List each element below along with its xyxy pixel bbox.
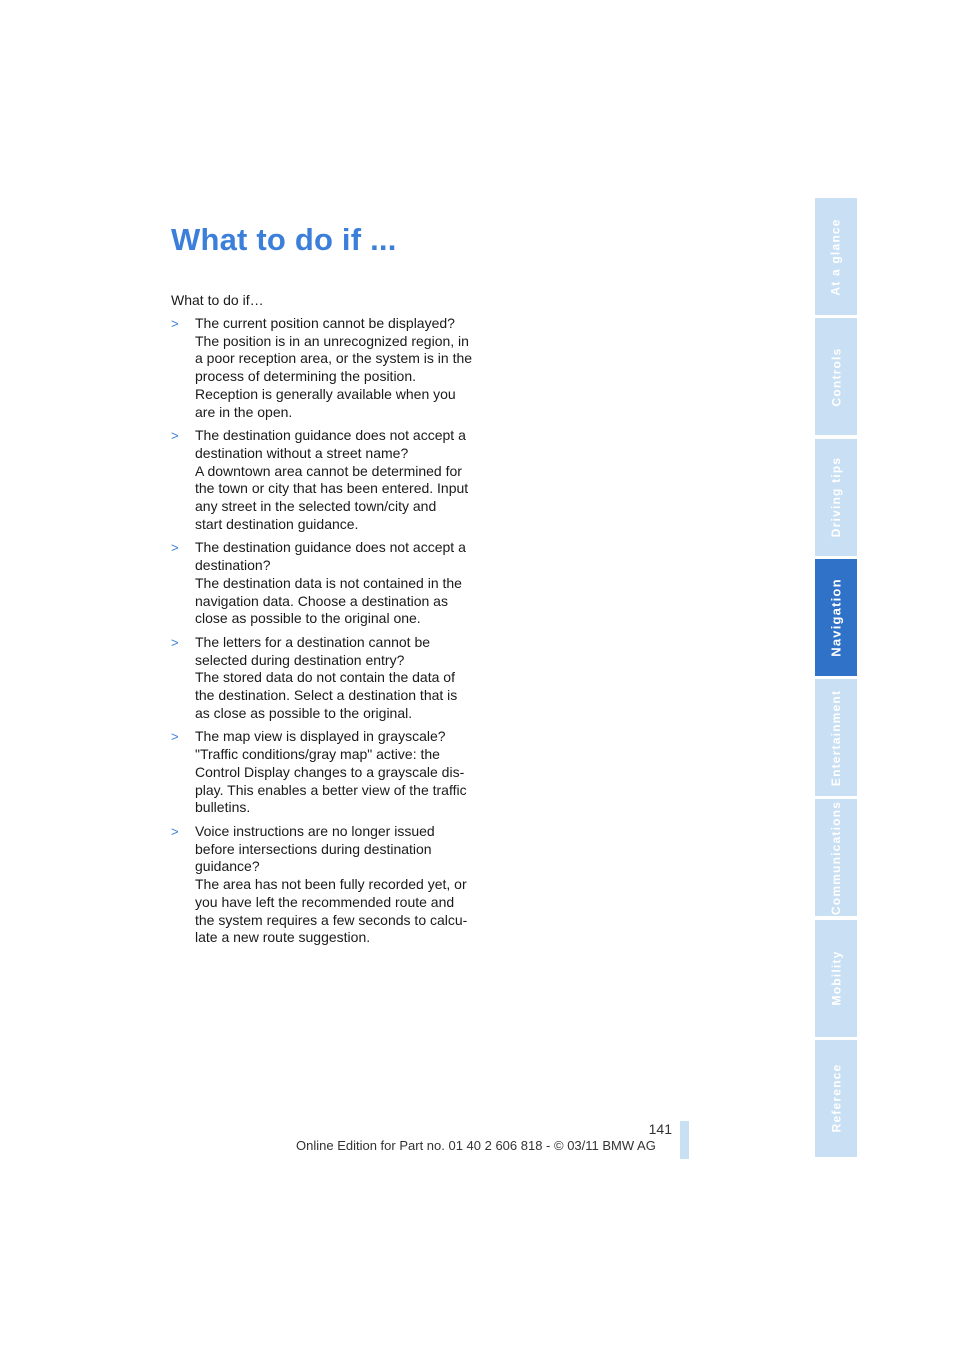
answer-line: you have left the recommended route and — [195, 893, 455, 910]
list-item — [171, 427, 471, 533]
bullet-marker: > — [171, 823, 179, 839]
tab-label: Controls — [829, 347, 843, 407]
question-line: The destination guidance does not accept a — [195, 539, 466, 556]
bullet-marker: > — [171, 729, 179, 745]
page-number: 141 — [648, 1121, 672, 1137]
tab-reference[interactable] — [815, 1040, 857, 1159]
question-line: The current position cannot be displayed? — [195, 315, 455, 331]
answer-line: The stored data do not contain the data of — [195, 669, 455, 686]
list-item — [171, 539, 471, 628]
answer-line: close as possible to the original one. — [195, 610, 421, 627]
answer-line: guidance? — [195, 858, 260, 875]
answer-line: a poor reception area, or the system is in the — [195, 350, 473, 367]
answer-line: any street in the selected town/city and — [195, 498, 437, 515]
list-item — [171, 315, 471, 421]
tab-label: Entertainment — [829, 689, 843, 786]
footer-marker-bar — [680, 1121, 689, 1159]
troubleshooting-list — [171, 315, 471, 953]
tab-label: Driving tips — [829, 456, 843, 538]
answer-line: selected during destination entry? — [195, 651, 405, 668]
tab-label: Mobility — [829, 950, 843, 1006]
tab-at-a-glance[interactable] — [815, 198, 857, 317]
tab-label: Reference — [829, 1063, 843, 1133]
answer-line: Control Display changes to a grayscale dis- — [195, 763, 465, 780]
question-line: The destination guidance does not accept a — [195, 427, 466, 444]
answer-line: the town or city that has been entered. Input — [195, 480, 469, 497]
tab-label: Navigation — [828, 578, 844, 657]
answer-line: Reception is generally available when you — [195, 385, 456, 402]
bullet-marker: > — [171, 428, 179, 444]
answer-line: The position is in an unrecognized region, in — [195, 332, 469, 349]
question-line: Voice instructions are no longer issued — [195, 822, 435, 839]
list-item — [171, 823, 471, 947]
answer-line: the system requires a few seconds to calcu- — [195, 911, 468, 928]
bullet-marker: > — [171, 540, 179, 556]
list-item — [171, 728, 471, 817]
answer-line: The destination data is not contained in the — [195, 574, 462, 591]
answer-line: as close as possible to the original. — [195, 704, 413, 721]
question-line: The letters for a destination cannot be — [195, 633, 431, 650]
answer-line: bulletins. — [195, 799, 251, 816]
list-item — [171, 634, 471, 723]
tab-controls[interactable] — [815, 318, 857, 437]
answer-line: The area has not been fully recorded yet, or — [195, 876, 467, 893]
answer-line: process of determining the position. — [195, 368, 417, 385]
tab-entertainment[interactable] — [815, 679, 857, 798]
bullet-marker: > — [171, 316, 179, 331]
tab-label: At a glance — [829, 217, 844, 296]
question-line: The map view is displayed in grayscale? — [195, 728, 446, 745]
answer-line: the destination. Select a destination that is — [195, 687, 458, 704]
section-tabs — [815, 198, 857, 1160]
answer-line: "Traffic conditions/gray map" active: the — [195, 746, 440, 763]
tab-communications[interactable] — [815, 799, 857, 918]
footer-edition: Online Edition for Part no. 01 40 2 606 818 - © 03/11 BMW AG — [296, 1138, 656, 1153]
answer-line: play. This enables a better view of the traffic — [195, 781, 467, 798]
answer-line: start destination guidance. — [195, 515, 359, 532]
intro-text: What to do if… — [171, 292, 264, 308]
tab-mobility[interactable] — [815, 920, 857, 1039]
page-title: What to do if ... — [171, 222, 397, 257]
answer-line: before intersections during destination — [195, 840, 432, 857]
answer-line: are in the open. — [195, 403, 293, 420]
tab-label: Communications — [829, 800, 843, 915]
bullet-marker: > — [171, 634, 179, 650]
answer-line: navigation data. Choose a destination as — [195, 592, 448, 609]
answer-line: late a new route suggestion. — [195, 929, 371, 946]
answer-line: destination without a street name? — [195, 444, 409, 461]
answer-line: A downtown area cannot be determined for — [195, 462, 462, 479]
answer-line: destination? — [195, 557, 271, 574]
tab-driving-tips[interactable] — [815, 439, 857, 558]
tab-navigation[interactable] — [815, 559, 857, 678]
